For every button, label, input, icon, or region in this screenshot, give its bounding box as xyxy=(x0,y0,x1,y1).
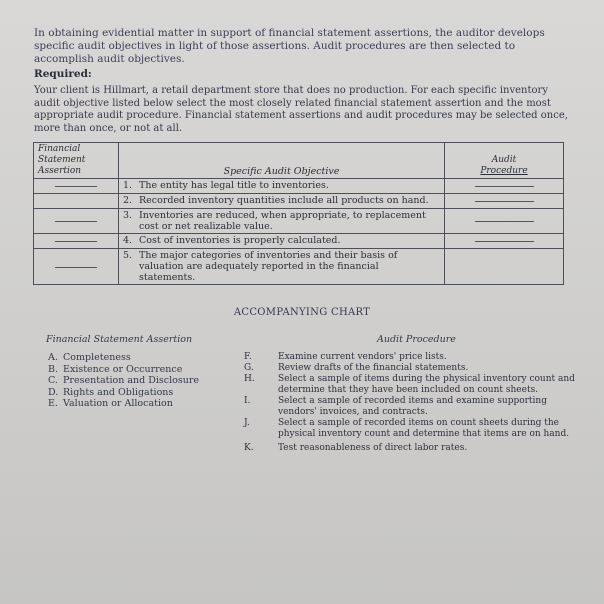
list-item: D. Rights and Obligations xyxy=(48,386,174,398)
objective-cell: 4. Cost of inventories is properly calculated. xyxy=(119,234,445,249)
objective-column-header: Specific Audit Objective xyxy=(119,143,445,179)
list-item: H. Select a sample of items during the physical inventory count and determine that they have been included on count sheets. xyxy=(244,374,575,395)
assertion-answer-blank[interactable] xyxy=(34,194,119,209)
assertion-answer-blank[interactable] xyxy=(34,209,119,234)
table-row xyxy=(34,179,564,194)
objective-cell: 3. Inventories are reduced, when appropriate, to replacement cost or net realizable value. xyxy=(119,209,445,234)
list-item: A. Completeness xyxy=(48,352,131,363)
assertion-list-heading: Financial Statement Assertion xyxy=(46,334,193,345)
audit-objectives-table xyxy=(33,142,564,285)
assertion-list xyxy=(48,352,199,410)
procedure-column-header: Audit Procedure xyxy=(445,143,564,179)
objective-cell: 5. The major categories of inventories and their basis of valuation are adequately reported in the financial statements. xyxy=(119,249,445,285)
intro-paragraph: In obtaining evidential matter in support of financial statement assertions, the auditor develops specific audit objectives in light of those assertions. Audit procedures are then selected to accomplish audit objectives. xyxy=(34,27,545,65)
required-paragraph: Your client is Hillmart, a retail department store that does no production. For each specific inventory audit objective listed below select the most closely related financial statement assertion and the most appropriate audit procedure. Financial statement assertions and audit procedures may be selected once, more than once, or not at all. xyxy=(34,85,568,134)
assertion-column-header: Financial Statement Assertion xyxy=(34,143,119,179)
procedure-answer-blank[interactable] xyxy=(445,194,564,209)
list-item: E. Valuation or Allocation xyxy=(48,398,173,409)
assertion-answer-blank[interactable] xyxy=(34,249,119,285)
accompanying-chart-title: ACCOMPANYING CHART xyxy=(233,307,371,318)
list-item: C. Presentation and Disclosure xyxy=(48,375,200,386)
procedure-answer-blank[interactable] xyxy=(445,179,564,194)
table-row xyxy=(34,209,564,234)
procedure-list-heading: Audit Procedure xyxy=(377,334,456,345)
procedure-answer-blank[interactable] xyxy=(445,249,564,285)
list-item: I. Select a sample of recorded items and examine supporting vendors' invoices, and contracts. xyxy=(244,396,547,417)
list-item: G. Review drafts of the financial statements. xyxy=(244,363,469,373)
procedure-answer-blank[interactable] xyxy=(445,234,564,249)
objective-cell: 2. Recorded inventory quantities include all products on hand. xyxy=(119,194,445,209)
objective-cell: 1. The entity has legal title to inventories. xyxy=(119,179,445,194)
table-header-row xyxy=(34,143,564,179)
list-item: K. Test reasonableness of direct labor rates. xyxy=(244,443,468,453)
table-row xyxy=(34,234,564,249)
table-row xyxy=(34,194,564,209)
table-row xyxy=(34,249,564,285)
procedure-answer-blank[interactable] xyxy=(445,209,564,234)
list-item: B. Existence or Occurrence xyxy=(48,363,183,375)
assertion-answer-blank[interactable] xyxy=(34,234,119,249)
required-heading: Required: xyxy=(34,68,92,80)
assertion-answer-blank[interactable] xyxy=(34,179,119,194)
procedure-list xyxy=(242,352,582,454)
list-item: F. Examine current vendors' price lists. xyxy=(244,352,447,362)
list-item: J. Select a sample of recorded items on count sheets during the physical inventory count and determine that items are on hand. xyxy=(244,418,570,439)
